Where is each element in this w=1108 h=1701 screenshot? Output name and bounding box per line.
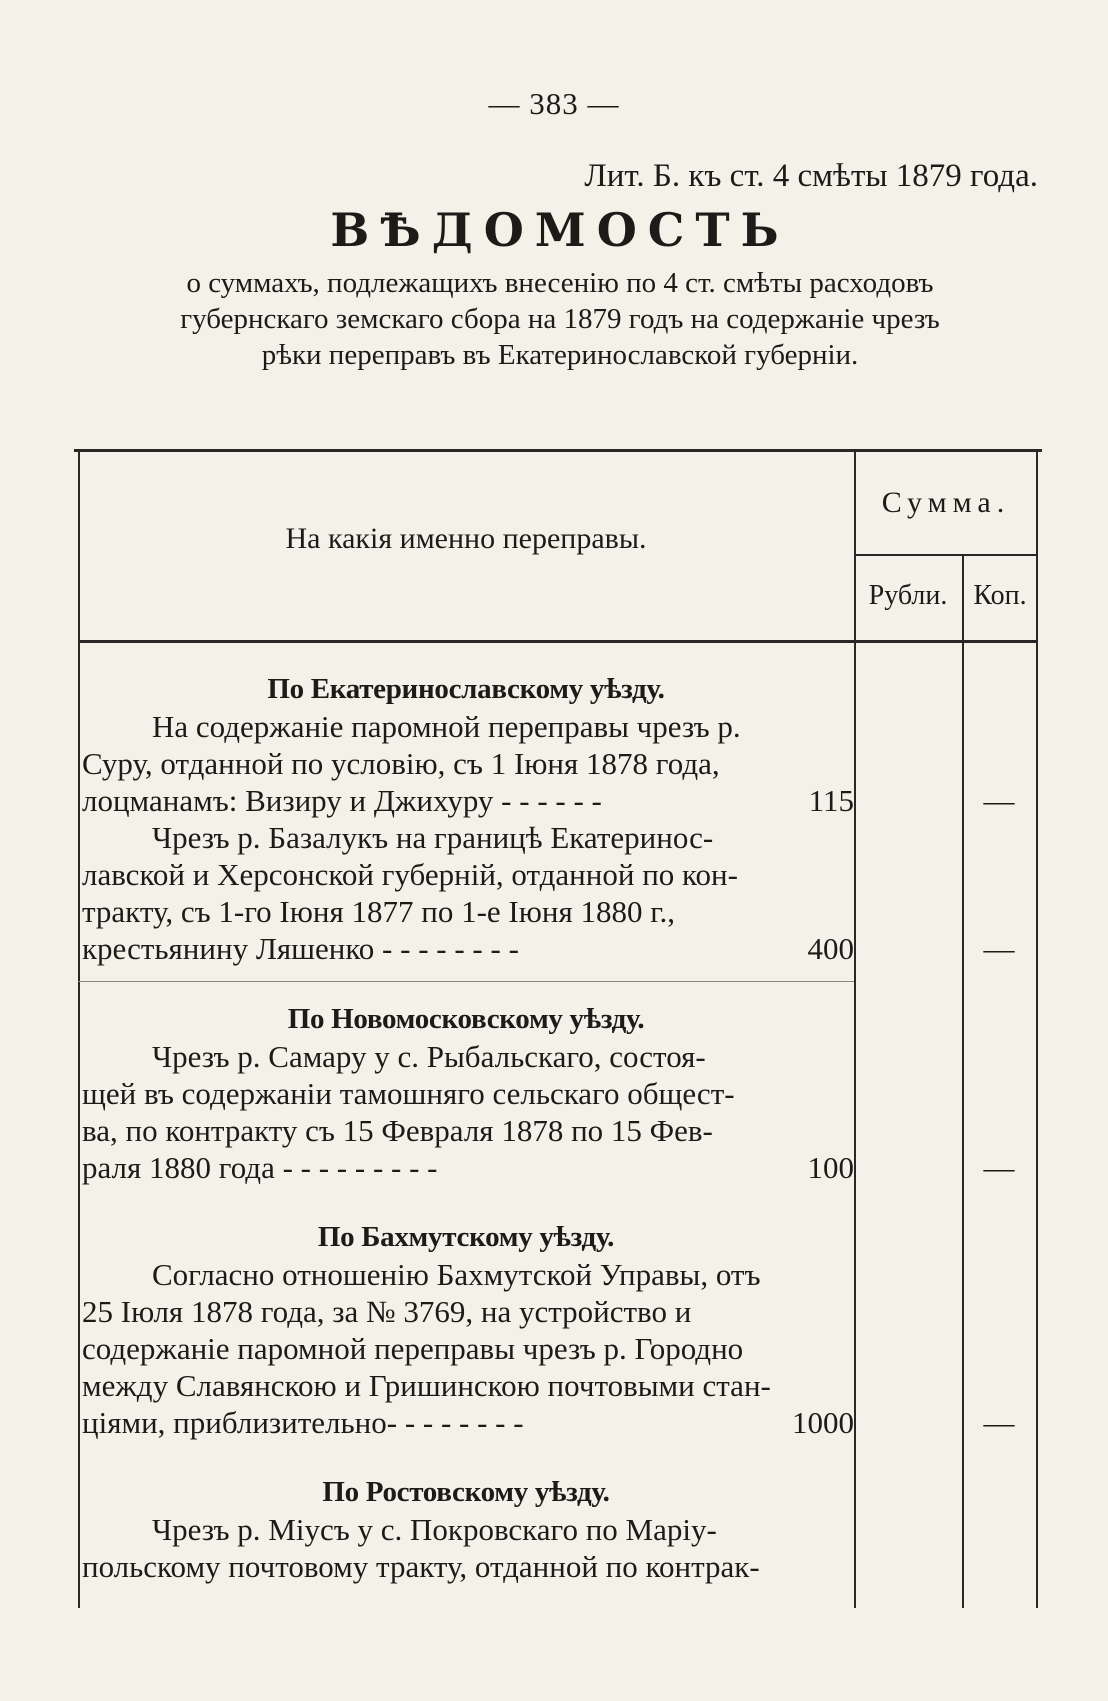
ferry-entry xyxy=(78,1256,1038,1441)
district-section xyxy=(78,670,1038,967)
entry-line: щей въ содержаніи тамошняго сельскаго общест- xyxy=(82,1076,735,1111)
district-section xyxy=(78,1473,1038,1585)
header-bottom-rule xyxy=(78,640,1038,643)
entry-line: ціями, приблизительно- - - - - - - - xyxy=(82,1405,524,1440)
amount-rubles: 1000 xyxy=(792,1405,854,1440)
document-header xyxy=(80,158,1040,373)
entry-line: лоцманамъ: Визиру и Джихуру - - - - - - xyxy=(82,783,602,818)
district-heading: По Ростовскому уѣзду. xyxy=(322,1476,610,1508)
amount-kopecks: — xyxy=(983,931,1015,966)
entry-line: польскому почтовому тракту, отданной по контрак- xyxy=(82,1549,760,1584)
amount-kopecks: — xyxy=(983,1405,1015,1440)
entry-line: Чрезъ р. Самару у с. Рыбальскаго, состоя- xyxy=(152,1039,706,1074)
entry-line: Согласно отношенію Бахмутской Управы, отъ xyxy=(152,1257,761,1292)
subtitle-line: о суммахъ, подлежащихъ внесенію по 4 ст. смѣты расходовъ xyxy=(186,267,934,299)
entry-line: лавской и Херсонской губерній, отданной по кон- xyxy=(82,857,738,892)
attachment-reference: Лит. Б. къ ст. 4 смѣты 1879 года. xyxy=(584,158,1038,194)
entry-line: 25 Іюля 1878 года, за № 3769, на устройство и xyxy=(82,1294,692,1329)
amount-kopecks: — xyxy=(983,783,1015,818)
page-number: — 383 — xyxy=(488,86,620,121)
entry-line: между Славянскою и Гришинскою почтовыми стан- xyxy=(82,1368,771,1403)
document-subtitle xyxy=(80,265,1040,373)
column-header-kopecks: Коп. xyxy=(973,580,1027,611)
entry-line: Чрезъ р. Базалукъ на границѣ Екатеринос- xyxy=(152,820,714,855)
ferry-entry xyxy=(78,1038,1038,1186)
ferry-entry xyxy=(78,708,1038,819)
column-header-sum: Сумма. xyxy=(881,486,1011,519)
subtitle-line: губернскаго земскаго сбора на 1879 годъ на содержаніе чрезъ xyxy=(180,303,940,335)
entry-line: крестьянину Ляшенко - - - - - - - - xyxy=(82,931,519,966)
ledger-table xyxy=(78,452,1038,1608)
district-section xyxy=(78,1218,1038,1441)
district-heading: По Новомосковскому уѣзду. xyxy=(287,1003,645,1035)
ferry-entry xyxy=(78,819,1038,967)
column-header-rubles: Рубли. xyxy=(868,580,948,611)
entry-description xyxy=(78,819,844,967)
table-body xyxy=(78,664,1038,1585)
entry-description xyxy=(78,1511,844,1585)
ferry-entry xyxy=(78,1511,1038,1585)
amount-rubles: 100 xyxy=(807,1150,854,1185)
section-spacer xyxy=(78,1186,1038,1212)
sum-header-divider xyxy=(854,554,1038,556)
amount-kopecks: — xyxy=(983,1150,1015,1185)
entry-description xyxy=(78,1038,844,1186)
entry-description xyxy=(78,708,844,819)
entry-line: Суру, отданной по условію, съ 1 Іюня 1878 года, xyxy=(82,746,720,781)
entry-line: Чрезъ р. Міусъ у с. Покровскаго по Маріу- xyxy=(152,1512,717,1547)
entry-line: На содержаніе паромной переправы чрезъ р. xyxy=(152,709,741,744)
subtitle-line: рѣки переправъ въ Екатеринославской губерніи. xyxy=(261,339,859,371)
entry-line: ва, по контракту съ 15 Февраля 1878 по 15 Фев- xyxy=(82,1113,713,1148)
section-spacer xyxy=(78,1441,1038,1467)
entry-line: тракту, съ 1-го Іюня 1877 по 1-е Іюня 1880 г., xyxy=(82,894,675,929)
district-heading: По Бахмутскому уѣзду. xyxy=(317,1221,615,1253)
document-title: ВѢДОМОСТЬ xyxy=(330,203,790,257)
district-section xyxy=(78,1000,1038,1186)
amount-rubles: 115 xyxy=(808,783,854,818)
district-heading: По Екатеринославскому уѣзду. xyxy=(267,673,665,705)
entry-line: содержаніе паромной переправы чрезъ р. Городно xyxy=(82,1331,744,1366)
entry-description xyxy=(78,1256,844,1441)
entry-line: раля 1880 года - - - - - - - - - xyxy=(82,1150,438,1185)
amount-rubles: 400 xyxy=(807,931,854,966)
column-header-description: На какія именно переправы. xyxy=(285,522,647,555)
section-divider xyxy=(78,981,854,982)
